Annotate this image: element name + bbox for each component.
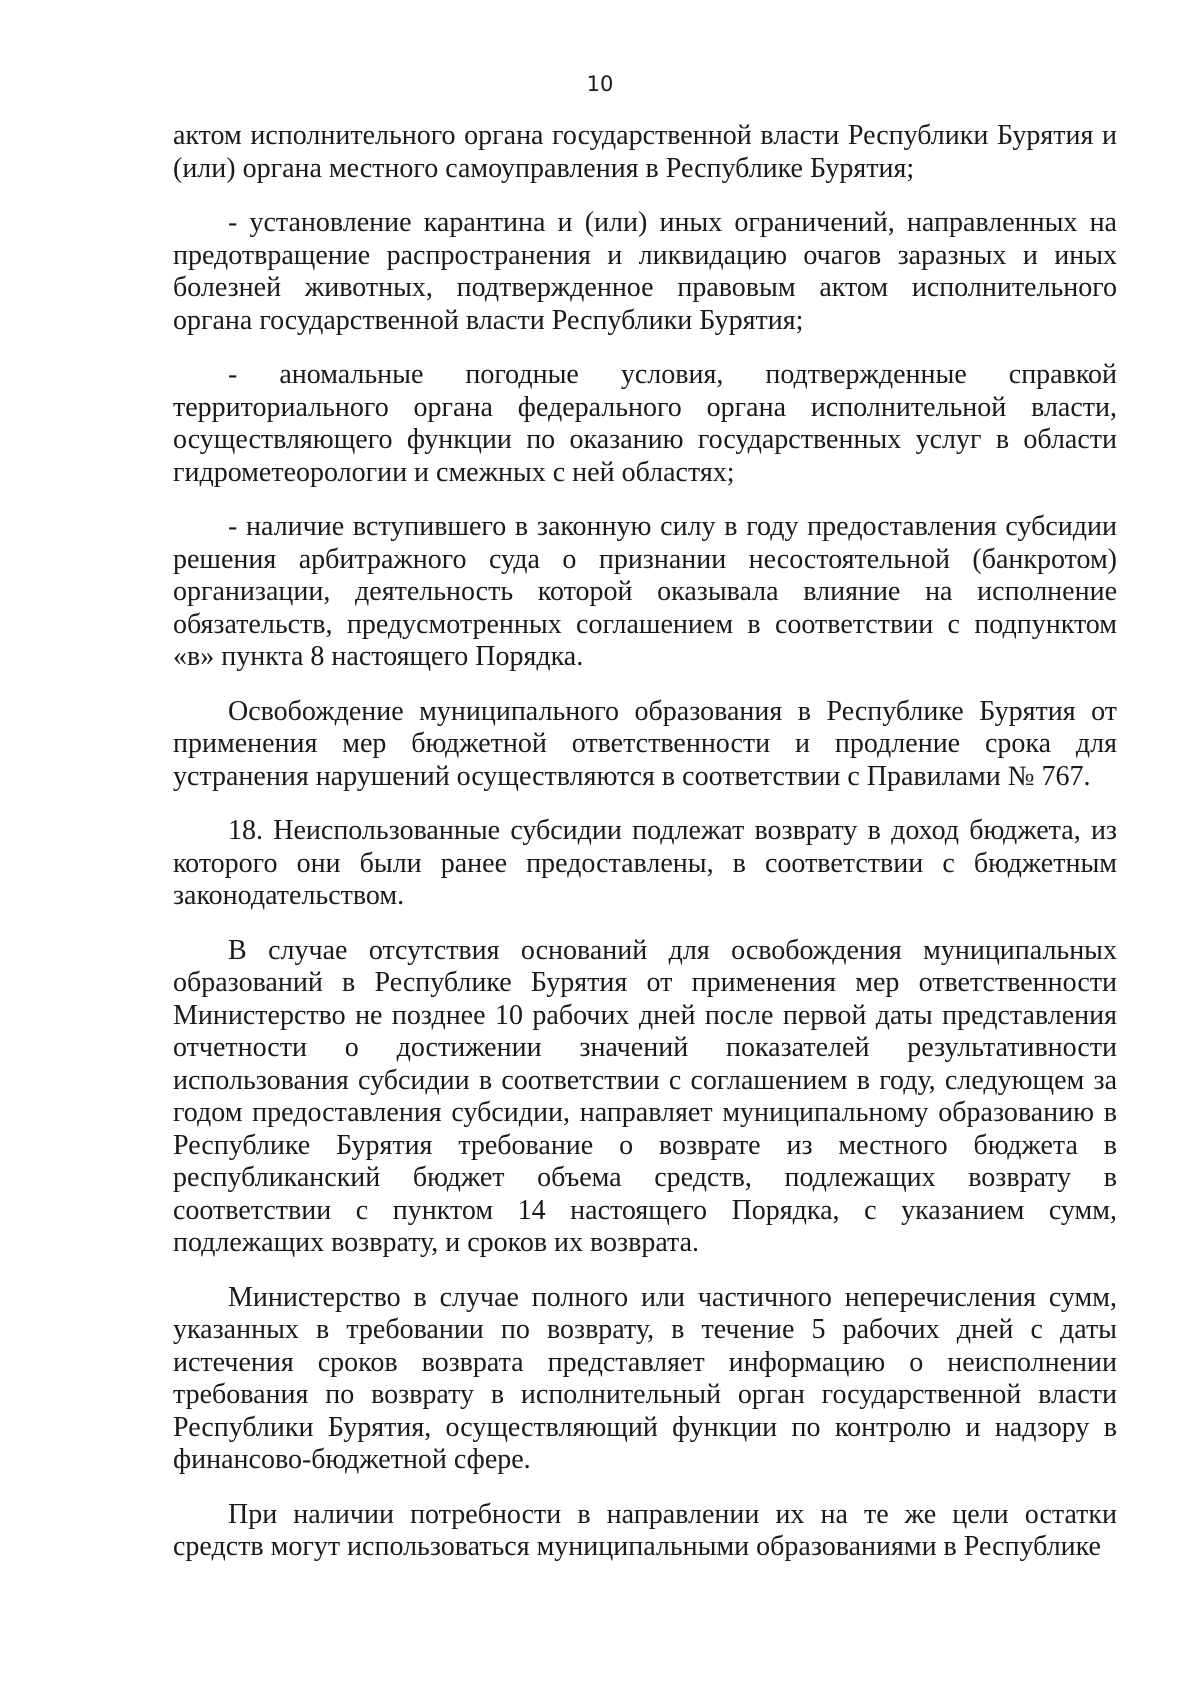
page-number: 10 [586, 72, 614, 96]
paragraph-remaining-funds: При наличии потребности в направлении их на те же цели остатки средств могут использоваться муниципальными образованиями в Республике [173, 1498, 1117, 1562]
document-body [173, 120, 1117, 1586]
paragraph-item-18: 18. Неиспользованные субсидии подлежат возврату в доход бюджета, из которого они были ранее предоставлены, в соответствии с бюджетным законодательством. [173, 815, 1117, 911]
paragraph-exemption: Освобождение муниципального образования в Республике Бурятия от применения мер бюджетной ответственности и продление срока для устранения нарушений осуществляются в соответствии с Правилами № 767. [173, 695, 1117, 792]
paragraph-bankruptcy: - наличие вступившего в законную силу в году предоставления субсидии решения арбитражного суда о признании несостоятельной (банкротом) организации, деятельность которой оказывала влияние на исполнение обязательств, предусмотренных соглашением в соответствии с подпунктом «в» пункта 8 настоящего Порядка. [173, 511, 1117, 672]
paragraph-weather: - аномальные погодные условия, подтвержденные справкой территориального органа федерального органа исполнительной власти, осуществляющего функции по оказанию государственных услуг в области гидрометеорологии и смежных с ней областях; [173, 359, 1117, 488]
paragraph-return-requirement: В случае отсутствия оснований для освобождения муниципальных образований в Республике Бурятия от применения мер ответственности Министерство не позднее 10 рабочих дней после первой даты представления отчетности о достижении значений показателей результативности использования субсидии в соответствии с соглашением в году, следующем за годом предоставления субсидии, направляет муниципальному образованию в Республике Бурятия требование о возврате из местного бюджета в республиканский бюджет объема средств, подлежащих возврату в соответствии с пунктом 14 настоящего Порядка, с указанием сумм, подлежащих возврату, и сроков их возврата. [173, 934, 1117, 1258]
paragraph-ministry-report: Министерство в случае полного или частичного неперечисления сумм, указанных в требовании по возврату, в течение 5 рабочих дней с даты истечения сроков возврата представляет информацию о неисполнении требования по возврату в исполнительный орган государственной власти Республики Бурятия, осуществляющий функции по контролю и надзору в финансово-бюджетной сфере. [173, 1281, 1117, 1475]
paragraph-quarantine: - установление карантина и (или) иных ограничений, направленных на предотвращение распространения и ликвидацию очагов заразных и иных болезней животных, подтвержденное правовым актом исполнительного органа государственной власти Республики Бурятия; [173, 207, 1117, 336]
paragraph-continuation: актом исполнительного органа государственной власти Республики Бурятия и (или) органа местного самоуправления в Республике Бурятия; [173, 120, 1117, 184]
